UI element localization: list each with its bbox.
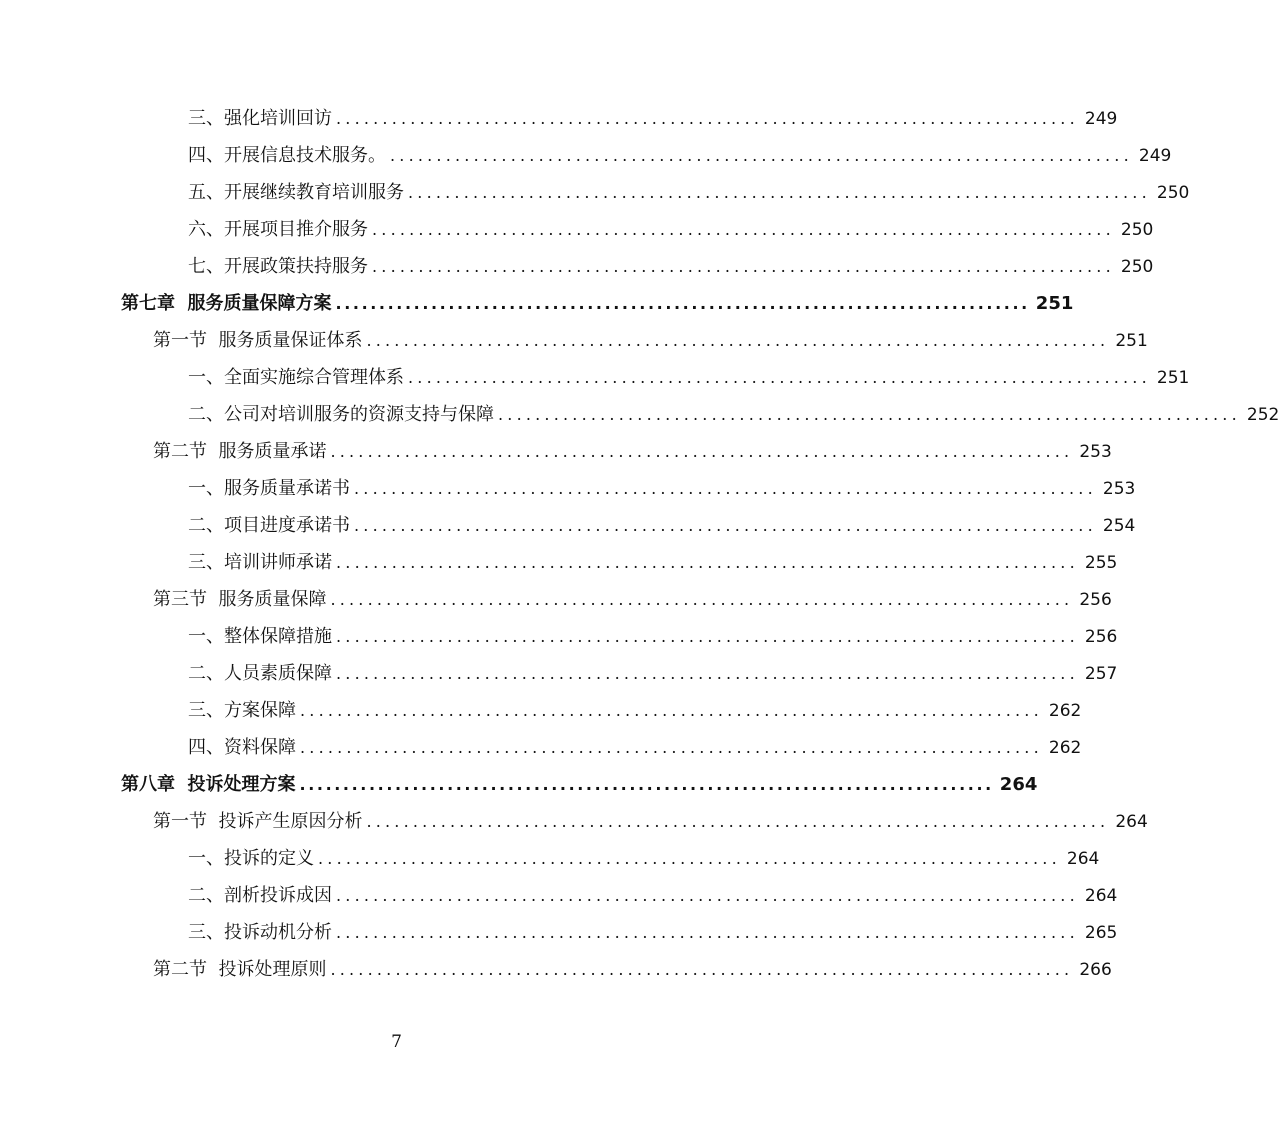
toc-entry-page: 253 [1079,442,1112,462]
toc-entry-label: 三、方案保障 [188,700,296,721]
toc-entry[interactable] [188,178,1190,208]
toc-entry-label: 一、投诉的定义 [188,848,314,869]
toc-section-entry[interactable] [153,437,1112,467]
toc-leader-dots: ................................................................................ [336,886,1079,905]
toc-entry[interactable] [188,141,1172,171]
toc-entry-page: 257 [1084,664,1118,684]
toc-entry-label: 一、全面实施综合管理体系 [188,367,404,388]
toc-entry-page: 264 [1115,812,1148,832]
toc-leader-dots: ................................................................................ [354,516,1097,535]
toc-leader-dots: ................................................................................ [336,109,1079,128]
toc-entry-label: 三、培训讲师承诺 [188,552,332,573]
toc-entry-label: 二、项目进度承诺书 [188,515,350,536]
toc-entry-label: 第二节 投诉处理原则 [153,959,327,980]
toc-entry-page: 249 [1138,146,1172,166]
toc-leader-dots: ................................................................................ [300,738,1043,757]
toc-leader-dots: ................................................................................ [330,960,1074,979]
toc-leader-dots: ................................................................................ [390,146,1133,165]
toc-entry-page: 250 [1120,257,1154,277]
toc-entry-label: 五、开展继续教育培训服务 [188,182,404,203]
toc-entry-label: 第二节 服务质量承诺 [153,441,327,462]
toc-entry-page: 253 [1102,479,1136,499]
toc-entry-page: 250 [1156,183,1190,203]
toc-leader-dots: ................................................................................ [408,368,1151,387]
toc-leader-dots: ................................................................................ [335,294,1030,313]
toc-entry-page: 249 [1084,109,1118,129]
toc-entry[interactable] [188,881,1118,911]
toc-entry-label: 第一节 服务质量保证体系 [153,330,363,351]
toc-section-entry[interactable] [153,326,1148,356]
toc-entry[interactable] [188,363,1190,393]
toc-entry-label: 二、人员素质保障 [188,663,332,684]
toc-leader-dots: ................................................................................ [408,183,1151,202]
toc-entry[interactable] [188,622,1118,652]
toc-leader-dots: ................................................................................ [336,553,1079,572]
page-number: 7 [391,1032,402,1052]
toc-entry-label: 二、剖析投诉成因 [188,885,332,906]
toc-entry-page: 255 [1084,553,1118,573]
toc-entry[interactable] [188,215,1154,245]
toc-section-entry[interactable] [153,807,1148,837]
toc-entry-label: 一、整体保障措施 [188,626,332,647]
toc-leader-dots: ................................................................................ [354,479,1097,498]
toc-entry-page: 256 [1079,590,1112,610]
toc-entry-page: 264 [999,774,1038,795]
toc-entry-label: 第七章 服务质量保障方案 [121,293,332,314]
toc-leader-dots: ................................................................................ [330,442,1074,461]
toc-entry[interactable] [188,474,1136,504]
toc-entry-label: 三、强化培训回访 [188,108,332,129]
toc-leader-dots: ................................................................................ [300,701,1043,720]
toc-entry[interactable] [188,511,1136,541]
toc-entry-page: 251 [1156,368,1190,388]
toc-entry-label: 三、投诉动机分析 [188,922,332,943]
toc-chapter-entry[interactable] [121,770,1038,800]
toc-leader-dots: ................................................................................ [299,775,994,794]
toc-entry[interactable] [188,548,1118,578]
toc-entry-page: 265 [1084,923,1118,943]
toc-entry[interactable] [188,400,1279,430]
toc-leader-dots: ................................................................................ [366,812,1110,831]
toc-entry[interactable] [188,918,1118,948]
toc-entry-label: 七、开展政策扶持服务 [188,256,368,277]
toc-entry-page: 256 [1084,627,1118,647]
toc-entry-label: 二、公司对培训服务的资源支持与保障 [188,404,494,425]
toc-leader-dots: ................................................................................ [498,405,1241,424]
toc-leader-dots: ................................................................................ [336,627,1079,646]
toc-entry-label: 第三节 服务质量保障 [153,589,327,610]
toc-entry-page: 264 [1084,886,1118,906]
toc-leader-dots: ................................................................................ [366,331,1110,350]
toc-entry[interactable] [188,733,1082,763]
toc-entry-page: 264 [1066,849,1100,869]
toc-leader-dots: ................................................................................ [336,923,1079,942]
toc-entry-page: 254 [1102,516,1136,536]
toc-chapter-entry[interactable] [121,289,1074,319]
toc-entry-page: 251 [1035,293,1074,314]
toc-section-entry[interactable] [153,585,1112,615]
toc-section-entry[interactable] [153,955,1112,985]
toc-entry-label: 第一节 投诉产生原因分析 [153,811,363,832]
toc-entry-label: 六、开展项目推介服务 [188,219,368,240]
toc-leader-dots: ................................................................................ [318,849,1061,868]
toc-entry-page: 250 [1120,220,1154,240]
toc-leader-dots: ................................................................................ [372,220,1115,239]
toc-entry[interactable] [188,844,1100,874]
toc-entry-page: 252 [1246,405,1279,425]
toc-entry-page: 266 [1079,960,1112,980]
toc-entry[interactable] [188,252,1154,282]
toc-entry[interactable] [188,104,1118,134]
toc-entry-label: 一、服务质量承诺书 [188,478,350,499]
toc-entry-label: 四、资料保障 [188,737,296,758]
toc-entry-label: 第八章 投诉处理方案 [121,774,296,795]
toc-leader-dots: ................................................................................ [330,590,1074,609]
toc-entry[interactable] [188,696,1082,726]
toc-entry-label: 四、开展信息技术服务。 [188,145,386,166]
toc-leader-dots: ................................................................................ [372,257,1115,276]
toc-entry-page: 262 [1048,738,1082,758]
toc-entry-page: 251 [1115,331,1148,351]
toc-leader-dots: ................................................................................ [336,664,1079,683]
toc-entry[interactable] [188,659,1118,689]
toc-entry-page: 262 [1048,701,1082,721]
